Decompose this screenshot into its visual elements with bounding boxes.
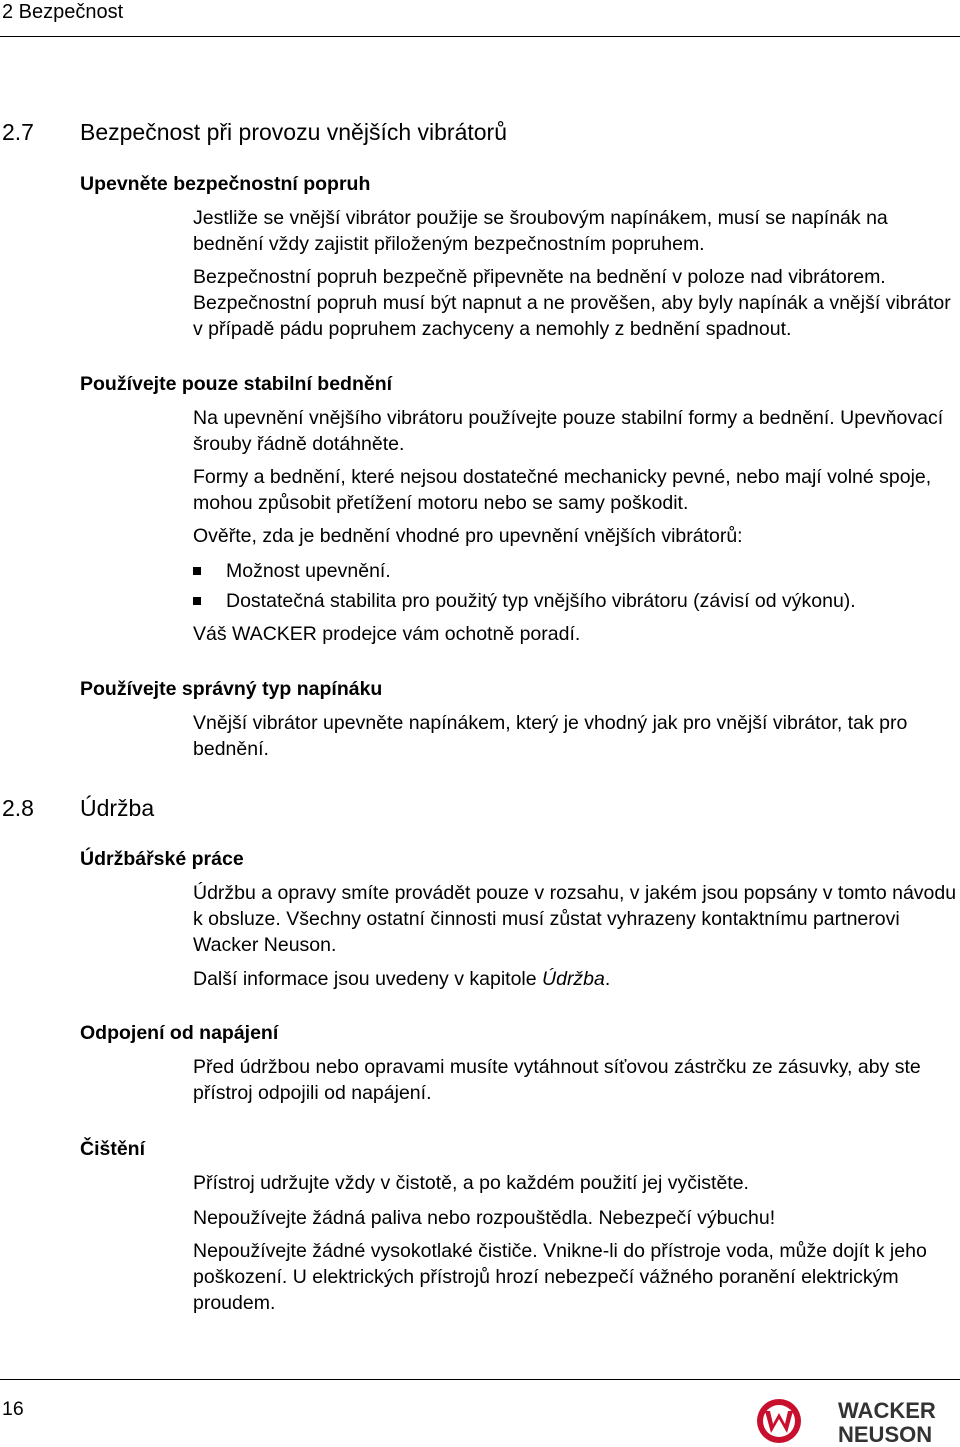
wacker-neuson-logo: [754, 1395, 960, 1445]
list-item-text: Dostatečná stabilita pro použitý typ vnějšího vibrátoru (závisí od výkonu).: [226, 590, 856, 612]
subheading-disconnect-power: Odpojení od napájení: [80, 1022, 279, 1044]
chapter-reference: Údržba: [542, 968, 605, 990]
paragraph: Váš WACKER prodejce vám ochotně poradí.: [193, 623, 581, 645]
paragraph: [193, 966, 958, 992]
page-number: 16: [2, 1398, 24, 1420]
paragraph: Údržbu a opravy smíte provádět pouze v rozsahu, v jakém jsou popsány v tomto návodu k obsluze. Všechny ostatní činnosti musí zůstat vyhrazeny kontaktnímu partnerovi Wacker Neuson.: [193, 882, 957, 956]
paragraph: Nepoužívejte žádné vysokotlaké čističe. Vnikne-li do přístroje voda, může dojít k jeho poškození. U elektrických přístrojů hrozí nebezpečí vážného poranění elektrickým proudem.: [193, 1240, 927, 1314]
paragraph: Přístroj udržujte vždy v čistotě, a po každém použití jej vyčistěte.: [193, 1172, 749, 1194]
section-heading-2-8: [2, 794, 154, 822]
running-header: 2 Bezpečnost: [2, 1, 124, 23]
logo-text-line2: NEUSON: [838, 1422, 933, 1445]
footer-rule: [0, 1379, 960, 1380]
subheading-safety-strap: Upevněte bezpečnostní popruh: [80, 173, 371, 195]
text: .: [604, 968, 611, 990]
list-item: [193, 589, 856, 613]
paragraph: Vnější vibrátor upevněte napínákem, který je vhodný jak pro vnější vibrátor, tak pro bednění.: [193, 712, 908, 760]
paragraph: Na upevnění vnějšího vibrátoru používejte pouze stabilní formy a bednění. Upevňovací šrouby řádně dotáhněte.: [193, 407, 944, 455]
list-item-text: Možnost upevnění.: [226, 560, 391, 582]
subheading-correct-tensioner: Používejte správný typ napínáku: [80, 678, 383, 700]
bullet-marker: [193, 567, 201, 575]
list-item: [193, 559, 391, 583]
subheading-cleaning: Čištění: [80, 1138, 146, 1160]
text: Další informace jsou uvedeny v kapitole: [193, 968, 543, 990]
header-rule: [0, 36, 960, 37]
paragraph: Jestliže se vnější vibrátor použije se šroubovým napínákem, musí se napínák na bednění vždy zajistit přiloženým bezpečnostním popruhem.: [193, 207, 888, 255]
subheading-stable-formwork: Používejte pouze stabilní bednění: [80, 373, 393, 395]
bullet-marker: [193, 597, 201, 605]
section-number: 2.7: [2, 119, 34, 145]
paragraph: Před údržbou nebo opravami musíte vytáhnout síťovou zástrčku ze zásuvky, aby ste přístroj odpojili od napájení.: [193, 1056, 921, 1104]
paragraph: Ověřte, zda je bednění vhodné pro upevnění vnějších vibrátorů:: [193, 525, 743, 547]
section-title: Údržba: [80, 795, 155, 821]
section-number: 2.8: [2, 795, 34, 821]
paragraph: Formy a bednění, které nejsou dostatečné mechanicky pevné, nebo mají volné spoje, mohou způsobit přetížení motoru nebo se samy poškodit.: [193, 466, 932, 514]
logo-text-line1: WACKER: [838, 1398, 936, 1423]
subheading-maintenance-work: Údržbářské práce: [80, 848, 244, 870]
paragraph: Bezpečnostní popruh bezpečně připevněte na bednění v poloze nad vibrátorem. Bezpečnostní popruh musí být napnut a ne prověšen, aby byly napínák a vnější vibrátor v případě pádu popruhem zachyceny a nemohly z bednění spadnout.: [193, 266, 951, 340]
section-title: Bezpečnost při provozu vnějších vibrátorů: [80, 119, 507, 145]
section-heading-2-7: [2, 118, 507, 146]
paragraph: Nepoužívejte žádná paliva nebo rozpouštědla. Nebezpečí výbuchu!: [193, 1207, 776, 1229]
